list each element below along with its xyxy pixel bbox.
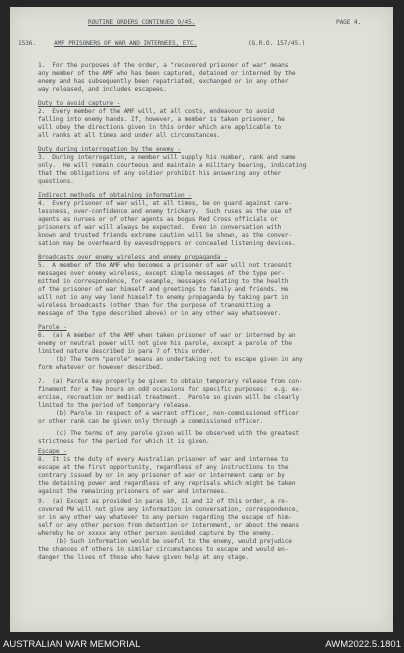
subheading: Parole -: [38, 324, 67, 331]
text-line: limited nature described in para 7 of this order.: [38, 348, 214, 355]
section-reference: (G.R.O. 157/45.): [248, 40, 306, 47]
text-line: or in any other way whatever to any person regarding the escape of him-: [38, 514, 292, 521]
text-line: known and trusted friends extreme caution will be shown, as the conver-: [38, 232, 292, 239]
text-line: finement for a few hours on odd occasions for specific purposes: e.g. ex-: [38, 386, 303, 393]
footer-bar: [0, 634, 404, 653]
text-line: enemy or neutral power will not give his parole, except a parole of the: [38, 340, 292, 347]
text-line: 6. (a) A member of the AMF when taken prisoner of war or interned by an: [38, 332, 296, 339]
text-line: (b) Such information would be useful to the enemy, would prejudice: [38, 538, 292, 545]
text-line: whereby he or xxxxx any other person avoided capture by the enemy.: [38, 530, 274, 537]
text-line: 2. Every member of the AMF will, at all costs, endeavour to avoid: [38, 108, 274, 115]
subheading: Broadcasts over enemy wireless and enemy propaganda -: [38, 254, 228, 261]
text-line: questions.: [38, 178, 74, 185]
text-line: only. He will remain courteous and maintain a military bearing, indicating: [38, 162, 307, 169]
text-line: (b) The term "parole" means an undertaking not to escape given in any: [38, 356, 303, 363]
text-line: lessness, over-confidence and enemy trickery. Such ruses as the use of: [38, 208, 292, 215]
subheading: Escape -: [38, 448, 67, 455]
text-line: prisoners of war will always be expected. Even in conversation with: [38, 224, 282, 231]
text-line: 7. (a) Parole may properly be given to obtain temporary release from con-: [38, 378, 303, 385]
subheading: Indirect methods of obtaining information -: [38, 192, 192, 199]
text-line: agents as nurses or of other agents as bogus Red Cross officials or: [38, 216, 278, 223]
text-line: (c) The terms of any parole given will be observed with the greatest: [38, 430, 299, 437]
text-line: the chances of others in similar circumstances to escape and would en-: [38, 546, 289, 553]
page-number: PAGE 4.: [336, 19, 362, 26]
text-line: will obey the directions given in this order which are applicable to: [38, 124, 282, 131]
source-credit: AUSTRALIAN WAR MEMORIAL: [3, 639, 141, 650]
document-page: [10, 7, 393, 632]
text-line: contrary issued by or in any prisoner of war or internment camp or by: [38, 472, 285, 479]
text-line: covered PW will not give any information in conversation, correspondence,: [38, 506, 299, 513]
text-line: 4. Every prisoner of war will, at all times, be on guard against care-: [38, 200, 292, 207]
text-line: all ranks at all times and under all circumstances.: [38, 132, 221, 139]
text-line: form whatever or however described.: [38, 364, 164, 371]
text-line: 9. (a) Except as provided in paras 10, 11 and 12 of this order, a re-: [38, 498, 289, 505]
text-line: against the remaining prisoners of war and internees.: [38, 488, 228, 495]
text-line: enemy and has subsequently been repatriated, exchanged or in any other: [38, 78, 289, 85]
section-number: 1536.: [18, 40, 36, 47]
text-line: 5. A member of the AMF who becomes a prisoner of war will not transmit: [38, 262, 292, 269]
text-line: 1. For the purposes of the order, a "recovered prisoner of war" means: [38, 62, 289, 69]
text-line: escape at the first opportunity, regardless of any instructions to the: [38, 464, 289, 471]
text-line: strictness for the period for which it is given.: [38, 438, 210, 445]
text-line: limited to the period of temporary release.: [38, 402, 192, 409]
text-line: self or any other person from detention or internment, or about the means: [38, 522, 299, 529]
header-title: ROUTINE ORDERS CONTINUED 9/45.: [88, 19, 196, 26]
accession-number: AWM2022.5.1801: [325, 639, 401, 650]
text-line: or other rank can be given only through a commissioned officer.: [38, 418, 264, 425]
text-line: sation may be overheard by eavesdroppers or concealed listening devices.: [38, 240, 296, 247]
section-heading: AMF PRISONERS OF WAR AND INTERNEES, ETC.: [54, 40, 198, 47]
text-line: danger the lives of those who have given help at any stage.: [38, 554, 249, 561]
text-line: the detaining power and regardless of any reprisals which might be taken: [38, 480, 296, 487]
text-line: message of the type described above) or in any other way whatsoever.: [38, 310, 282, 317]
text-line: of the prisoner of war himself and greetings to family and friends. He: [38, 286, 289, 293]
text-line: wireless broadcasts (other than for the purpose of transmitting a: [38, 302, 271, 309]
text-line: falling into enemy hands. If, however, a member is taken prisoner, he: [38, 116, 285, 123]
text-line: that the obligations of any soldier prohibit his answering any other: [38, 170, 282, 177]
text-line: way released, and includes escapees.: [38, 86, 167, 93]
text-line: ercise, recreation or medical treatment. Parole so given will be clearly: [38, 394, 299, 401]
subheading: Duty to avoid capture -: [38, 100, 121, 107]
text-line: (b) Parole in respect of a warrant officer, non-commissioned officer: [38, 410, 299, 417]
subheading: Duty during interrogation by the enemy -: [38, 146, 182, 153]
text-line: will not in any way lend himself to enemy propaganda by taking part in: [38, 294, 289, 301]
text-line: 8. It is the duty of every Australian prisoner of war and internee to: [38, 456, 289, 463]
text-line: any member of the AMF who has been captured, detained or interned by the: [38, 70, 296, 77]
text-line: mitted in correspondence, for example, messages relating to the health: [38, 278, 289, 285]
text-line: messages over enemy wireless, except simple messages of the type per-: [38, 270, 285, 277]
text-line: 3. During interrogation, a member will supply his number, rank and name: [38, 154, 296, 161]
